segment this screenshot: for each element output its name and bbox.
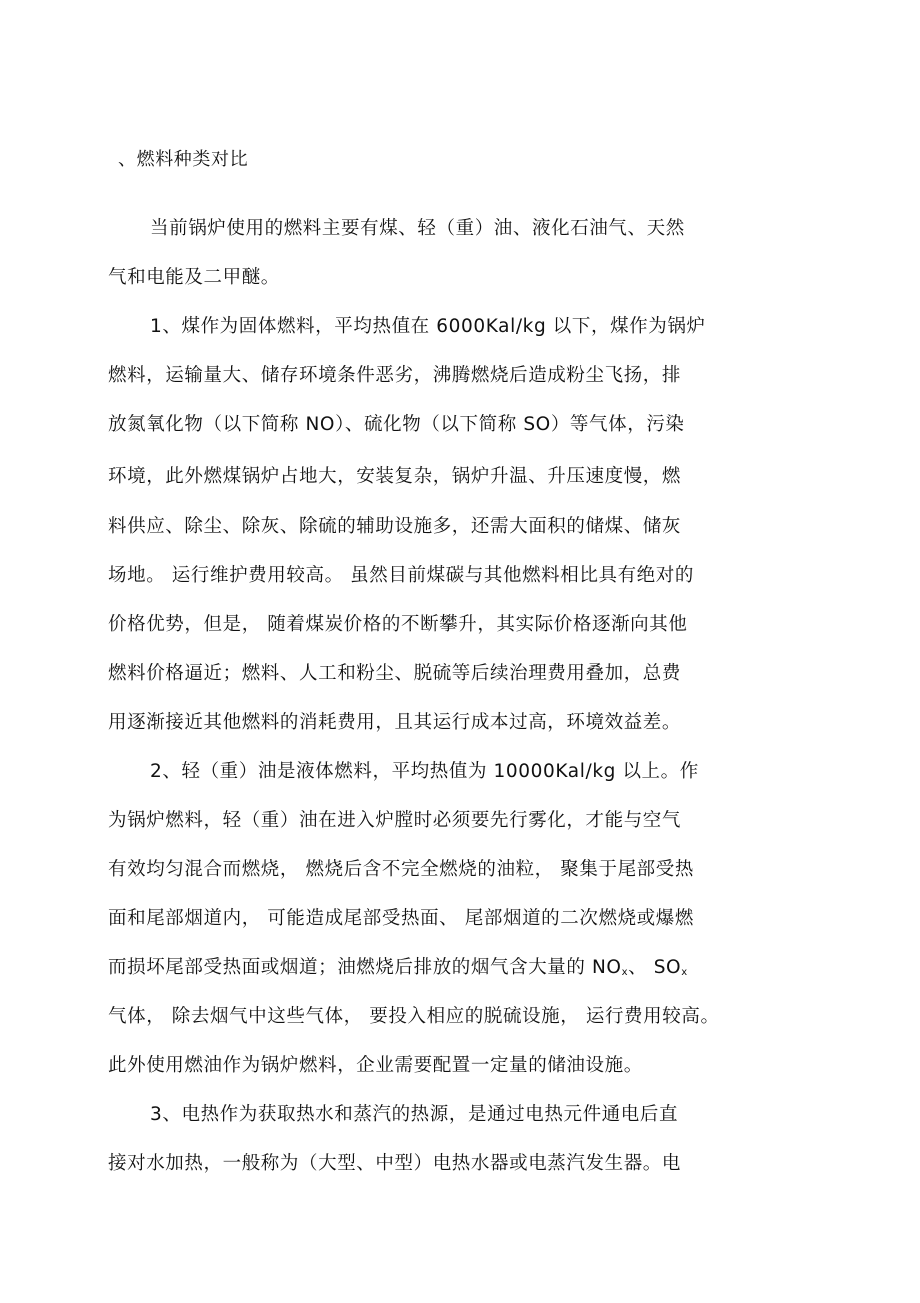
paragraph-coal-line-3: 放氮氧化物（以下简称 NO）、硫化物（以下简称 SO）等气体，污染 (108, 414, 685, 435)
paragraph-oil-line-6: 气体， 除去烟气中这些气体， 要投入相应的脱硫设施， 运行费用较高。 (108, 1006, 720, 1027)
sox-subscript: x (681, 967, 688, 978)
paragraph-coal-line-9: 用逐渐接近其他燃料的消耗费用，且其运行成本过高，环境效益差。 (108, 712, 682, 733)
paragraph-intro-line-2: 气和电能及二甲醚。 (108, 267, 280, 288)
section-heading: 、燃料种类对比 (118, 149, 249, 170)
paragraph-electric-line-2: 接对水加热，一般称为（大型、中型）电热水器或电蒸汽发生器。电 (108, 1153, 682, 1174)
paragraph-coal-line-8: 燃料价格逼近；燃料、人工和粉尘、脱硫等后续治理费用叠加，总费 (108, 663, 682, 684)
paragraph-intro-line-1: 当前锅炉使用的燃料主要有煤、轻（重）油、液化石油气、天然 (150, 218, 685, 239)
nox-subscript: x (621, 967, 629, 978)
paragraph-oil-line-2: 为锅炉燃料，轻（重）油在进入炉膛时必须要先行雾化，才能与空气 (108, 810, 682, 831)
oil-line-5-sox: 、 SO (628, 957, 682, 978)
paragraph-coal-line-7: 价格优势，但是， 随着煤炭价格的不断攀升，其实际价格逐渐向其他 (108, 614, 688, 635)
paragraph-coal-line-2: 燃料，运输量大、储存环境条件恶劣，沸腾燃烧后造成粉尘飞扬，排 (108, 365, 682, 386)
paragraph-coal-line-1: 1、煤作为固体燃料，平均热值在 6000Kal/kg 以下，煤作为锅炉 (150, 316, 706, 337)
paragraph-electric-line-1: 3、电热作为获取热水和蒸汽的热源，是通过电热元件通电后直 (150, 1104, 679, 1125)
paragraph-coal-line-6: 场地。 运行维护费用较高。 虽然目前煤碳与其他燃料相比具有绝对的 (108, 565, 694, 586)
paragraph-coal-line-5: 料供应、除尘、除灰、除硫的辅助设施多，还需大面积的储煤、储灰 (108, 516, 682, 537)
paragraph-oil-line-3: 有效均匀混合而燃烧， 燃烧后含不完全燃烧的油粒， 聚集于尾部受热 (108, 859, 694, 880)
oil-line-5-text: 而损坏尾部受热面或烟道；油燃烧后排放的烟气含大量的 NO (108, 957, 622, 978)
paragraph-oil-line-1: 2、轻（重）油是液体燃料，平均热值为 10000Kal/kg 以上。作 (150, 761, 699, 782)
paragraph-oil-line-5 (108, 955, 688, 981)
paragraph-oil-line-7: 此外使用燃油作为锅炉燃料，企业需要配置一定量的储油设施。 (108, 1055, 643, 1076)
paragraph-coal-line-4: 环境，此外燃煤锅炉占地大，安装复杂，锅炉升温、升压速度慢，燃 (108, 466, 682, 487)
paragraph-oil-line-4: 面和尾部烟道内， 可能造成尾部受热面、 尾部烟道的二次燃烧或爆燃 (108, 908, 694, 929)
